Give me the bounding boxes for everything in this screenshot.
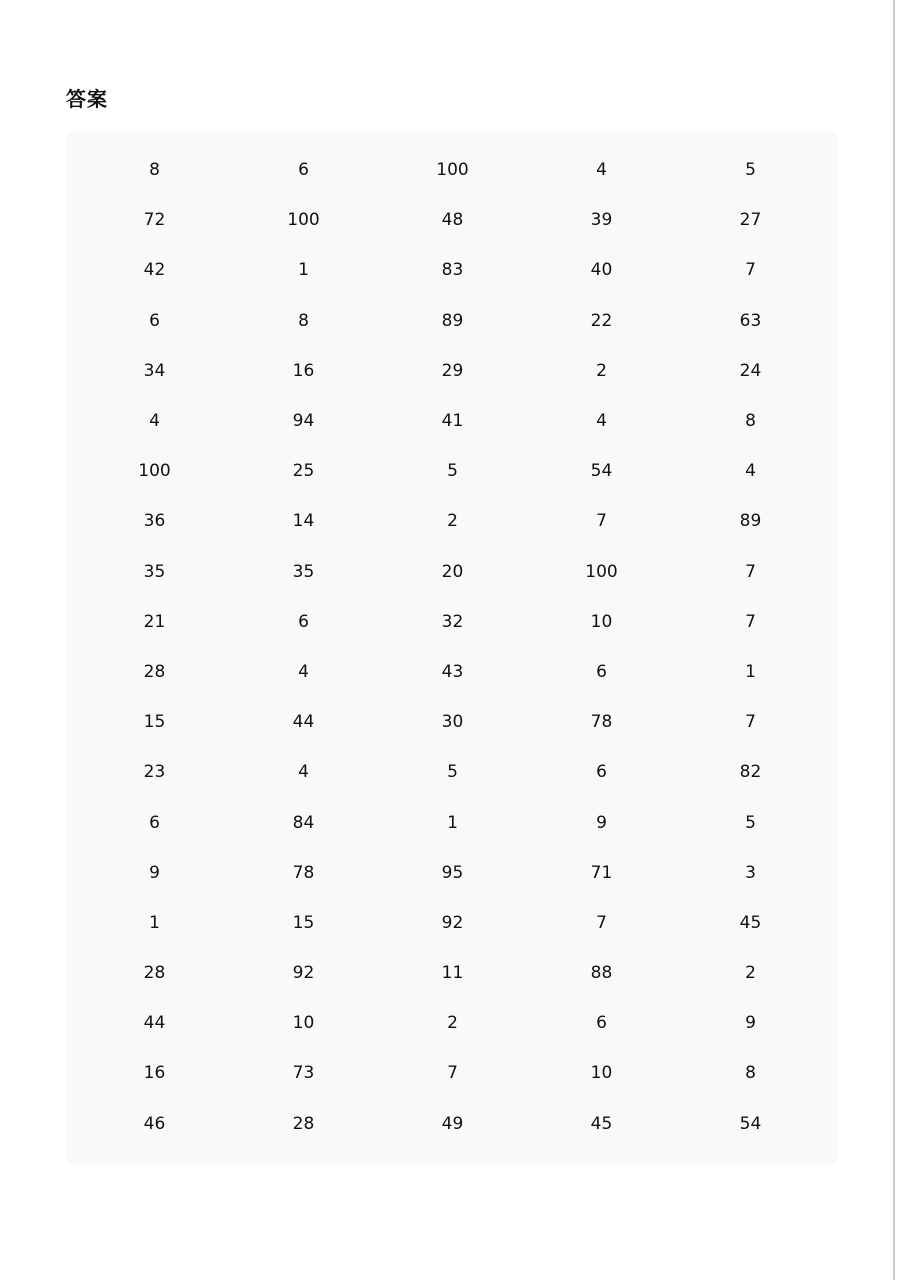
answer-cell: 2 — [447, 511, 458, 532]
answer-cell: 6 — [149, 812, 160, 833]
answer-cell: 73 — [292, 1063, 315, 1084]
answer-cell: 100 — [138, 461, 171, 482]
answer-cell: 5 — [447, 762, 458, 783]
answer-cell: 44 — [292, 712, 315, 733]
answer-cell: 10 — [590, 1063, 613, 1084]
answer-cell: 15 — [143, 712, 166, 733]
answer-cell: 1 — [149, 912, 160, 933]
answer-cell: 7 — [745, 712, 756, 733]
answer-cell: 7 — [745, 260, 756, 281]
answer-cell: 49 — [441, 1113, 464, 1134]
answer-cell: 4 — [298, 661, 309, 682]
answer-cell: 89 — [441, 310, 464, 331]
answer-cell: 6 — [149, 310, 160, 331]
answer-cell: 71 — [590, 862, 613, 883]
answer-cell: 7 — [745, 561, 756, 582]
answer-cell: 48 — [441, 210, 464, 231]
answer-cell: 89 — [739, 511, 762, 532]
answer-cell: 1 — [298, 260, 309, 281]
answer-cell: 10 — [292, 1013, 315, 1034]
answer-cell: 46 — [143, 1113, 166, 1134]
answer-grid — [80, 145, 825, 1149]
answer-cell: 95 — [441, 862, 464, 883]
answer-cell: 8 — [149, 160, 160, 181]
answer-cell: 21 — [143, 611, 166, 632]
answer-cell: 5 — [745, 160, 756, 181]
answer-cell: 94 — [292, 411, 315, 432]
answer-cell: 28 — [143, 661, 166, 682]
answer-cell: 1 — [745, 661, 756, 682]
answer-cell: 2 — [745, 963, 756, 984]
answer-cell: 8 — [745, 1063, 756, 1084]
answer-cell: 78 — [292, 862, 315, 883]
answer-cell: 78 — [590, 712, 613, 733]
answer-cell: 82 — [739, 762, 762, 783]
answer-cell: 7 — [745, 611, 756, 632]
answer-cell: 54 — [590, 461, 613, 482]
answer-cell: 1 — [447, 812, 458, 833]
answer-cell: 5 — [745, 812, 756, 833]
answer-cell: 16 — [143, 1063, 166, 1084]
answer-cell: 5 — [447, 461, 458, 482]
answer-cell: 2 — [447, 1013, 458, 1034]
answer-cell: 32 — [441, 611, 464, 632]
answer-cell: 11 — [441, 963, 464, 984]
answer-cell: 92 — [292, 963, 315, 984]
answer-cell: 45 — [590, 1113, 613, 1134]
answer-cell: 4 — [745, 461, 756, 482]
answer-cell: 54 — [739, 1113, 762, 1134]
answer-cell: 6 — [298, 160, 309, 181]
answer-cell: 2 — [596, 360, 607, 381]
answer-cell: 28 — [292, 1113, 315, 1134]
answer-cell: 88 — [590, 963, 613, 984]
answer-cell: 40 — [590, 260, 613, 281]
answer-cell: 63 — [739, 310, 762, 331]
answer-cell: 30 — [441, 712, 464, 733]
answer-cell: 100 — [287, 210, 320, 231]
answer-cell: 6 — [596, 1013, 607, 1034]
answer-cell: 22 — [590, 310, 613, 331]
answer-cell: 8 — [745, 411, 756, 432]
answer-cell: 7 — [447, 1063, 458, 1084]
answer-cell: 29 — [441, 360, 464, 381]
answer-cell: 35 — [292, 561, 315, 582]
answer-cell: 4 — [149, 411, 160, 432]
answer-cell: 100 — [585, 561, 618, 582]
answer-cell: 34 — [143, 360, 166, 381]
answer-cell: 6 — [298, 611, 309, 632]
answer-cell: 7 — [596, 912, 607, 933]
answer-cell: 6 — [596, 762, 607, 783]
answer-cell: 3 — [745, 862, 756, 883]
answer-cell: 6 — [596, 661, 607, 682]
answer-cell: 23 — [143, 762, 166, 783]
answer-cell: 84 — [292, 812, 315, 833]
answer-cell: 28 — [143, 963, 166, 984]
answer-cell: 14 — [292, 511, 315, 532]
answer-cell: 24 — [739, 360, 762, 381]
answer-cell: 15 — [292, 912, 315, 933]
answer-cell: 83 — [441, 260, 464, 281]
answer-cell: 35 — [143, 561, 166, 582]
answer-cell: 25 — [292, 461, 315, 482]
answer-cell: 20 — [441, 561, 464, 582]
answer-cell: 9 — [149, 862, 160, 883]
answer-cell: 42 — [143, 260, 166, 281]
answer-cell: 4 — [596, 411, 607, 432]
answer-cell: 4 — [298, 762, 309, 783]
answer-cell: 27 — [739, 210, 762, 231]
answer-cell: 43 — [441, 661, 464, 682]
answer-cell: 100 — [436, 160, 469, 181]
answer-cell: 41 — [441, 411, 464, 432]
answer-cell: 9 — [596, 812, 607, 833]
answer-cell: 39 — [590, 210, 613, 231]
answer-cell: 10 — [590, 611, 613, 632]
scrollbar-gutter[interactable] — [895, 0, 906, 1280]
answer-cell: 4 — [596, 160, 607, 181]
answer-cell: 9 — [745, 1013, 756, 1034]
answer-cell: 44 — [143, 1013, 166, 1034]
answer-cell: 92 — [441, 912, 464, 933]
answer-cell: 72 — [143, 210, 166, 231]
answer-panel — [66, 131, 838, 1164]
page-title: 答案 — [66, 87, 108, 111]
answer-cell: 16 — [292, 360, 315, 381]
answer-cell: 7 — [596, 511, 607, 532]
answer-cell: 45 — [739, 912, 762, 933]
answer-cell: 8 — [298, 310, 309, 331]
answer-cell: 36 — [143, 511, 166, 532]
